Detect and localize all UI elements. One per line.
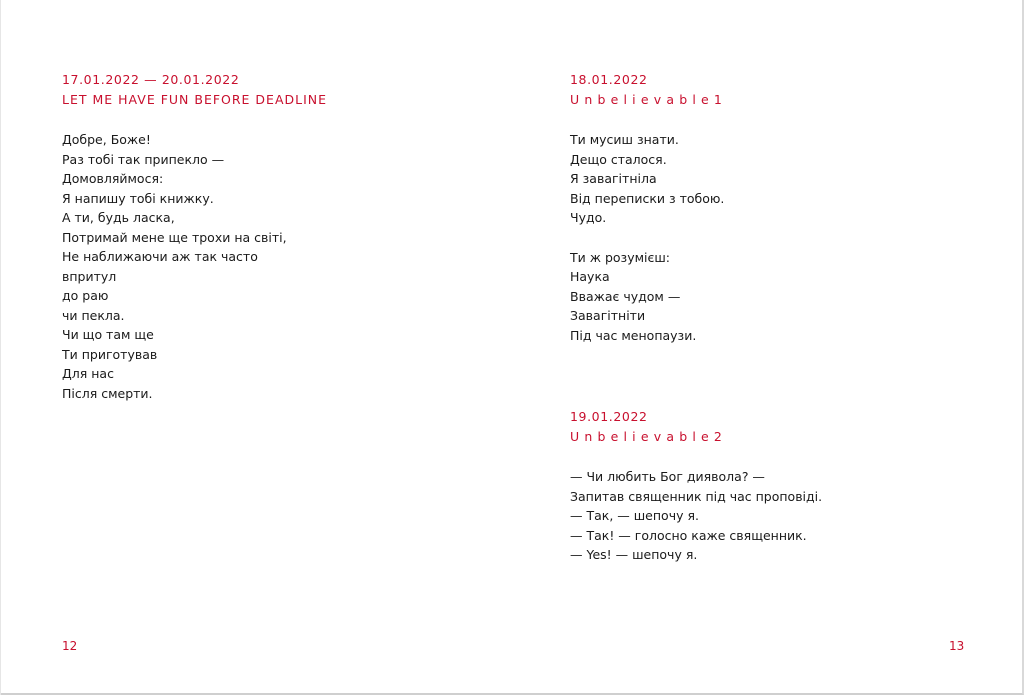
- entry-unbelievable-2: [570, 408, 822, 565]
- poem-stanza: [570, 248, 727, 346]
- entry-unbelievable-1: [570, 71, 727, 345]
- poem-line: Добре, Боже!: [62, 132, 151, 147]
- poem-line: Вважає чудом —: [570, 288, 681, 304]
- poem-line: Наука: [570, 269, 610, 284]
- poem-line: чи пекла.: [62, 307, 125, 323]
- poem-line: Я напишу тобі книжку.: [62, 190, 214, 206]
- entry-date: 17.01.2022 — 20.01.2022: [62, 72, 240, 87]
- entry-deadline: [62, 71, 327, 403]
- poem-line: — Так! — голосно каже священник.: [570, 527, 807, 543]
- poem-line: А ти, будь ласка,: [62, 210, 175, 225]
- right-page: [512, 0, 1024, 695]
- poem-line: до раю: [62, 288, 109, 303]
- poem-line: впритул: [62, 268, 117, 284]
- entry-title: Unbelievable2: [570, 429, 728, 444]
- poem-line: Запитав священник під час проповіді.: [570, 488, 823, 504]
- poem-line: Дещо сталося.: [570, 151, 667, 167]
- poem-line: — Так, — шепочу я.: [570, 508, 699, 523]
- page-number-right: 13: [949, 639, 965, 653]
- poem-line: Під час менопаузи.: [570, 327, 697, 343]
- page-number-left: 12: [62, 639, 78, 653]
- poem-line: Чи що там ще: [62, 327, 154, 342]
- poem-line: Чудо.: [570, 210, 607, 225]
- poem-line: Не наближаючи аж так часто: [62, 249, 258, 264]
- entry-title: Unbelievable1: [570, 92, 728, 107]
- poem-line: Домовляймося:: [62, 171, 164, 186]
- poem-line: Завагітніти: [570, 308, 646, 323]
- poem-line: Я завагітніла: [570, 171, 657, 186]
- poem-line: Ти приготував: [62, 346, 158, 362]
- poem-line: Після смерти.: [62, 385, 153, 401]
- poem-line: Для нас: [62, 366, 114, 381]
- poem-line: Від переписки з тобою.: [570, 190, 725, 206]
- poem-line: — Чи любить Бог диявола? —: [570, 469, 765, 484]
- poem-stanza: [62, 130, 327, 403]
- poem-line: Ти ж розумієш:: [570, 249, 671, 265]
- poem-stanza: [570, 467, 822, 565]
- entry-title: LET ME HAVE FUN BEFORE DEADLINE: [62, 92, 328, 107]
- poem-line: Раз тобі так припекло —: [62, 151, 225, 167]
- entry-date: 18.01.2022: [570, 72, 648, 87]
- poem-line: Потримай мене ще трохи на світі,: [62, 229, 287, 245]
- poem-stanza: [570, 130, 727, 228]
- poem-line: Ти мусиш знати.: [570, 132, 679, 147]
- entry-date: 19.01.2022: [570, 409, 648, 424]
- poem-line: — Yes! — шепочу я.: [570, 547, 698, 562]
